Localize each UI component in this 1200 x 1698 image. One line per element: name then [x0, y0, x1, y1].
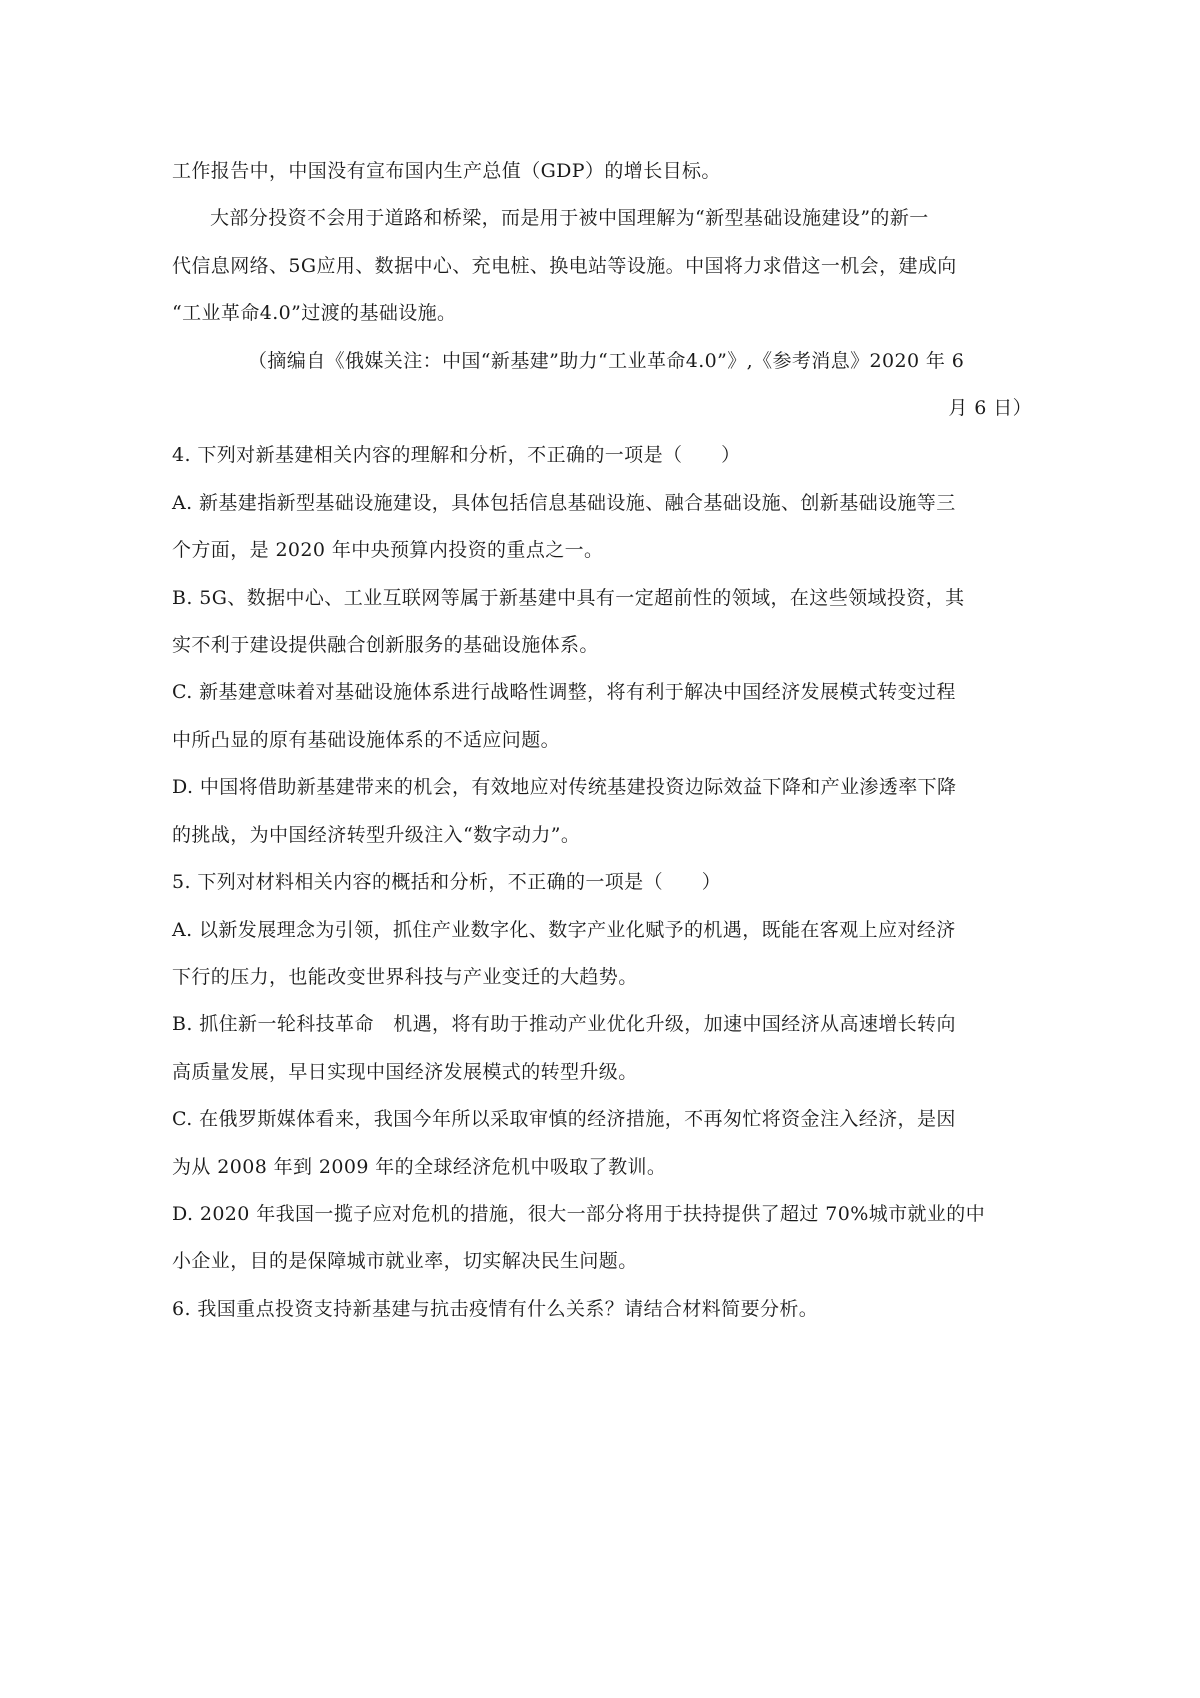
question-4-option-a-cont: 个方面，是 2020 年中央预算内投资的重点之一。: [172, 539, 604, 562]
question-5-option-d: D. 2020 年我国一揽子应对危机的措施，很大一部分将用于扶持提供了超过 70%城市就业的中: [172, 1202, 986, 1225]
passage-line: 工作报告中，中国没有宣布国内生产总值（GDP）的增长目标。: [172, 160, 721, 182]
source-citation: （摘编自《俄媒关注：中国“新基建”助力“工业革命4.0”》,《参考消息》2020 年 6: [248, 349, 965, 372]
question-4-stem: 4. 下列对新基建相关内容的理解和分析，不正确的一项是（ ）: [172, 444, 741, 467]
question-5-option-c: C. 在俄罗斯媒体看来，我国今年所以采取审慎的经济措施，不再匆忙将资金注入经济，是因: [172, 1108, 956, 1131]
question-5-option-b-cont: 高质量发展，早日实现中国经济发展模式的转型升级。: [172, 1060, 638, 1083]
question-6-stem: 6. 我国重点投资支持新基建与抗击疫情有什么关系？请结合材料简要分析。: [172, 1297, 819, 1320]
question-4-option-b: B. 5G、数据中心、工业互联网等属于新基建中具有一定超前性的领域，在这些领域投资，其: [172, 586, 965, 609]
question-4-option-b-cont: 实不利于建设提供融合创新服务的基础设施体系。: [172, 634, 599, 657]
question-4-option-d: D. 中国将借助新基建带来的机会，有效地应对传统基建投资边际效益下降和产业渗透率下降: [172, 776, 957, 799]
question-4-option-c-cont: 中所凸显的原有基础设施体系的不适应问题。: [172, 728, 561, 751]
source-citation-end: 月 6 日）: [948, 397, 1032, 420]
question-5-option-a: A. 以新发展理念为引领，抓住产业数字化、数字产业化赋予的机遇，既能在客观上应对经济: [172, 918, 956, 941]
passage-line: 代信息网络、5G应用、数据中心、充电桩、换电站等设施。中国将力求借这一机会，建成向: [172, 254, 957, 277]
question-5-stem: 5. 下列对材料相关内容的概括和分析，不正确的一项是（ ）: [172, 871, 722, 894]
question-5-option-b: B. 抓住新一轮科技革命 机遇，将有助于推动产业优化升级，加速中国经济从高速增长转向: [172, 1013, 956, 1036]
question-5-option-c-cont: 为从 2008 年到 2009 年的全球经济危机中吸取了教训。: [172, 1155, 667, 1178]
document-page: [172, 148, 1032, 1333]
passage-line: “工业革命4.0”过渡的基础设施。: [172, 302, 457, 325]
question-5-option-d-cont: 小企业，目的是保障城市就业率，切实解决民生问题。: [172, 1250, 638, 1273]
question-5-option-a-cont: 下行的压力，也能改变世界科技与产业变迁的大趋势。: [172, 965, 638, 988]
question-4-option-a: A. 新基建指新型基础设施建设，具体包括信息基础设施、融合基础设施、创新基础设施等三: [172, 491, 956, 514]
question-4-option-c: C. 新基建意味着对基础设施体系进行战略性调整，将有利于解决中国经济发展模式转变过程: [172, 681, 956, 704]
question-4-option-d-cont: 的挑战，为中国经济转型升级注入“数字动力”。: [172, 823, 581, 846]
passage-line: 大部分投资不会用于道路和桥梁，而是用于被中国理解为“新型基础设施建设”的新一: [210, 207, 929, 230]
